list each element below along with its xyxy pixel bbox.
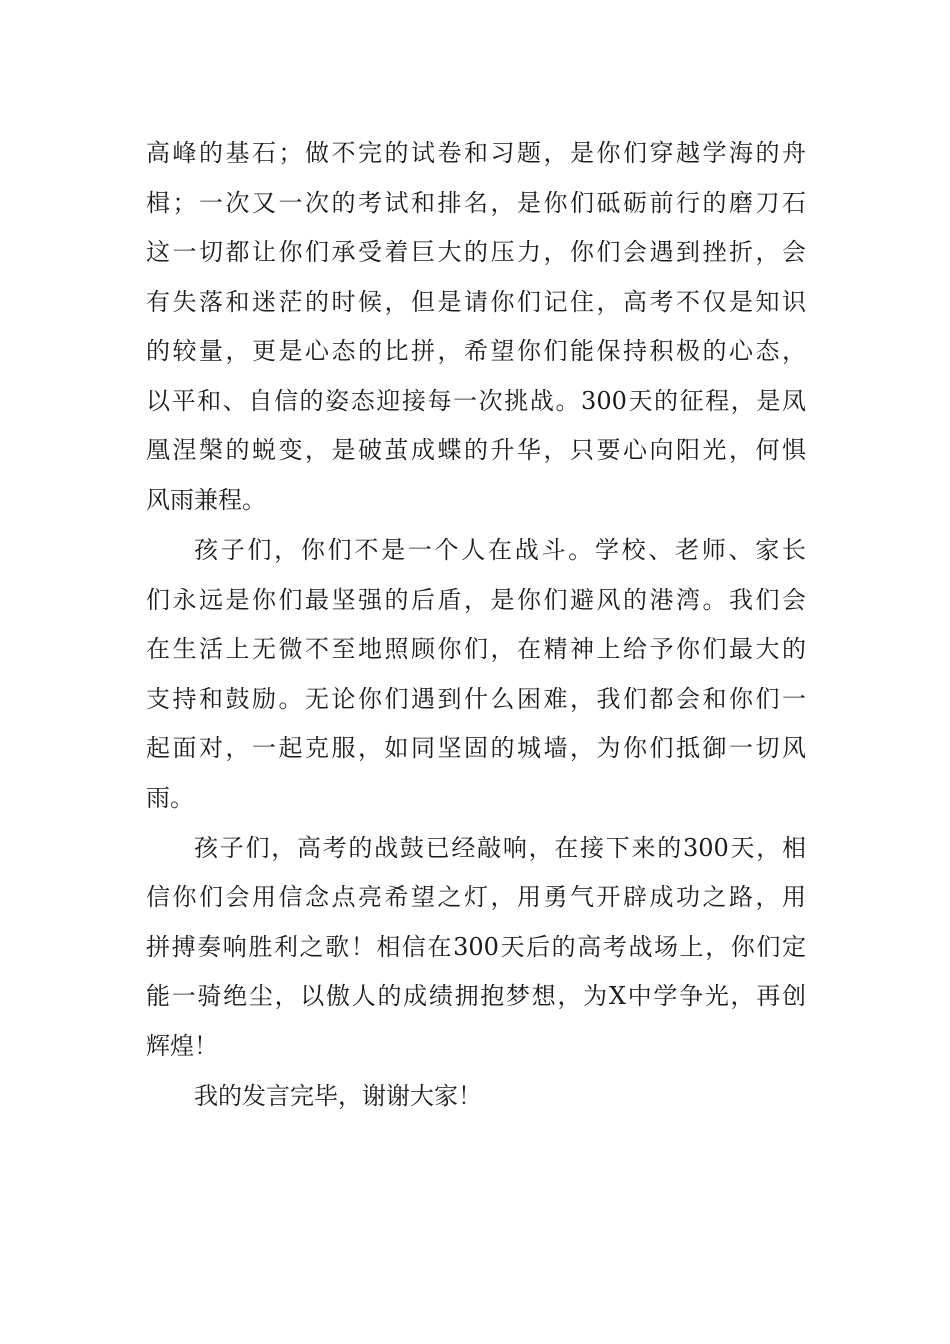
text-line: 这一切都让你们承受着巨大的压力，你们会遇到挫折，会 xyxy=(146,238,806,266)
text-line: 支持和鼓励。无论你们遇到什么困难，我们都会和你们一 xyxy=(146,685,806,713)
text-line: 孩子们，高考的战鼓已经敲响，在接下来的300天，相 xyxy=(194,834,806,862)
text-line: 楫；一次又一次的考试和排名，是你们砥砺前行的磨刀石 xyxy=(146,189,806,217)
text-line: 起面对，一起克服，如同坚固的城墙，为你们抵御一切风 xyxy=(146,734,806,762)
text-line: 雨。 xyxy=(146,784,194,812)
text-line: 信你们会用信念点亮希望之灯，用勇气开辟成功之路，用 xyxy=(146,883,806,911)
text-line: 的较量，更是心态的比拼，希望你们能保持积极的心态， xyxy=(146,337,806,365)
text-line: 辉煌！ xyxy=(146,1032,218,1060)
text-line: 们永远是你们最坚强的后盾，是你们避风的港湾。我们会 xyxy=(146,586,806,614)
text-line: 有失落和迷茫的时候，但是请你们记住，高考不仅是知识 xyxy=(146,288,806,316)
text-line: 以平和、自信的姿态迎接每一次挑战。300天的征程，是凤 xyxy=(146,387,806,415)
text-line: 能一骑绝尘，以傲人的成绩拥抱梦想，为X中学争光，再创 xyxy=(146,982,806,1010)
text-line: 孩子们，你们不是一个人在战斗。学校、老师、家长 xyxy=(194,536,806,564)
text-line: 拼搏奏响胜利之歌！相信在300天后的高考战场上，你们定 xyxy=(146,933,806,961)
text-line: 在生活上无微不至地照顾你们，在精神上给予你们最大的 xyxy=(146,635,806,663)
text-line: 凰涅槃的蜕变，是破茧成蝶的升华，只要心向阳光，何惧 xyxy=(146,436,806,464)
text-line: 我的发言完毕，谢谢大家！ xyxy=(194,1082,482,1110)
text-line: 高峰的基石；做不完的试卷和习题，是你们穿越学海的舟 xyxy=(146,139,806,167)
text-line: 风雨兼程。 xyxy=(146,486,266,514)
